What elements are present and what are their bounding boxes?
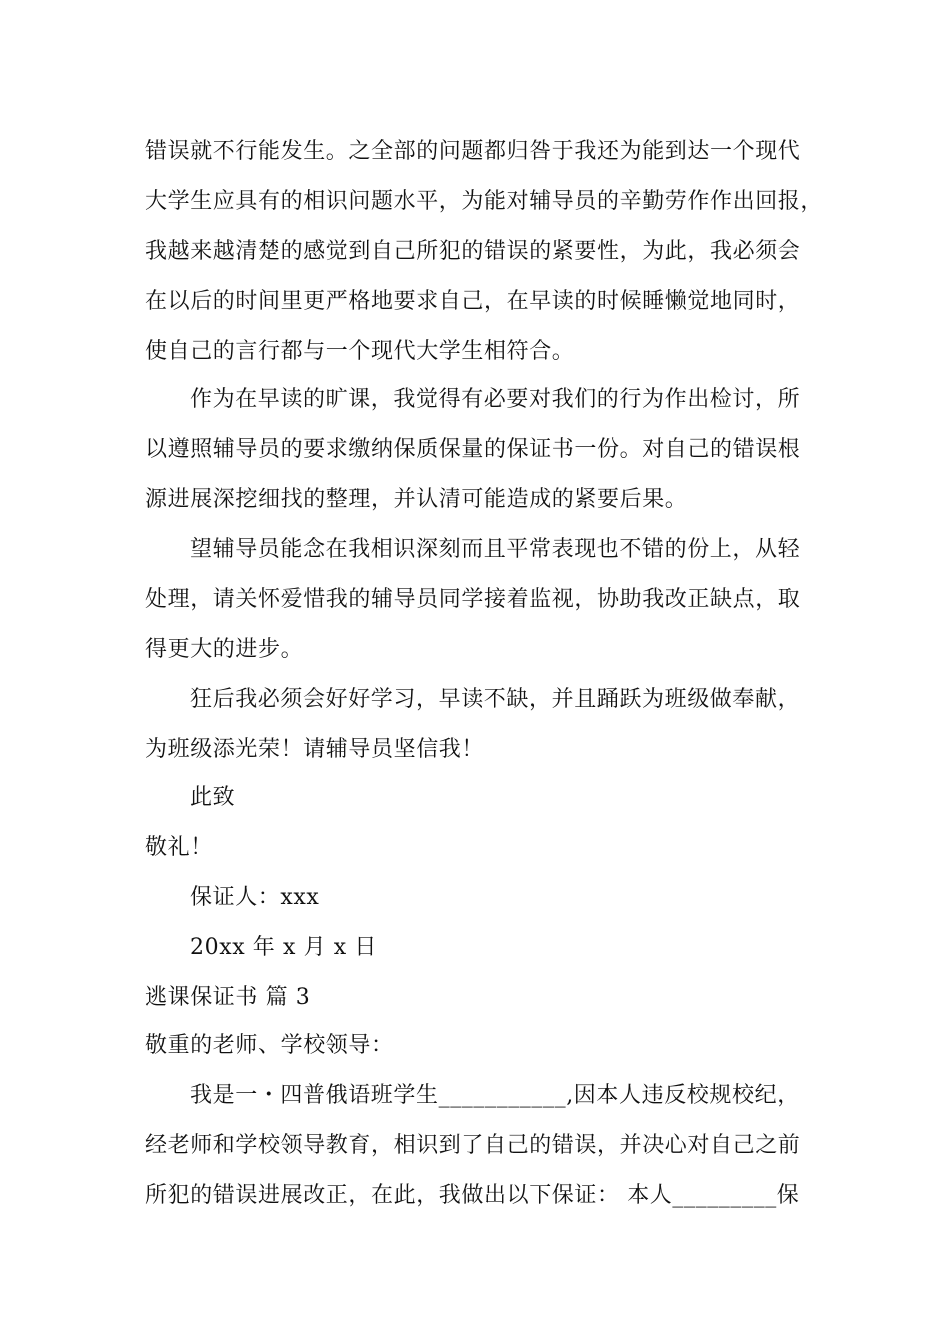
text-line: 错误就不行能发生。之全部的问题都归咎于我还为能到达一个现代 bbox=[145, 139, 801, 164]
paragraph-start: 狂后我必须会好好学习，早读不缺，并且踊跃为班级做奉献， bbox=[190, 687, 801, 712]
text-line: 为班级添光荣！请辅导员坚信我！ bbox=[145, 737, 485, 762]
text-line: 源进展深挖细找的整理，并认清可能造成的紧要后果。 bbox=[145, 487, 688, 512]
closing-cizhi: 此致 bbox=[190, 785, 236, 810]
text-line: 大学生应具有的相识问题水平，为能对辅导员的辛勤劳作作出回报， bbox=[145, 189, 824, 214]
text-line: 在以后的时间里更严格地要求自己，在早读的时候睡懒觉地同时， bbox=[145, 289, 801, 314]
section-heading: 逃课保证书 篇 3 bbox=[145, 985, 311, 1010]
text-line: 得更大的进步。 bbox=[145, 637, 304, 662]
text-line: 所犯的错误进展改正，在此，我做出以下保证： 本人_________保 bbox=[145, 1183, 800, 1208]
text-line: 以遵照辅导员的要求缴纳保质保量的保证书一份。对自己的错误根 bbox=[145, 437, 801, 462]
closing-jingli: 敬礼！ bbox=[145, 835, 213, 860]
date-line: 20xx 年 x 月 x 日 bbox=[190, 935, 377, 960]
text-line: 使自己的言行都与一个现代大学生相符合。 bbox=[145, 339, 575, 364]
salutation: 敬重的老师、学校领导： bbox=[145, 1033, 394, 1058]
signatory: 保证人：xxx bbox=[190, 885, 320, 910]
paragraph-start: 作为在早读的旷课，我觉得有必要对我们的行为作出检讨，所 bbox=[190, 387, 801, 412]
text-line: 处理，请关怀爱惜我的辅导员同学接着监视，协助我改正缺点，取 bbox=[145, 587, 801, 612]
text-line: 经老师和学校领导教育，相识到了自己的错误，并决心对自己之前 bbox=[145, 1133, 801, 1158]
paragraph-start: 望辅导员能念在我相识深刻而且平常表现也不错的份上，从轻 bbox=[190, 537, 801, 562]
text-line: 我越来越清楚的感觉到自己所犯的错误的紧要性，为此，我必须会 bbox=[145, 239, 801, 264]
paragraph-start: 我是一・四普俄语班学生___________,因本人违反校规校纪， bbox=[190, 1083, 800, 1108]
